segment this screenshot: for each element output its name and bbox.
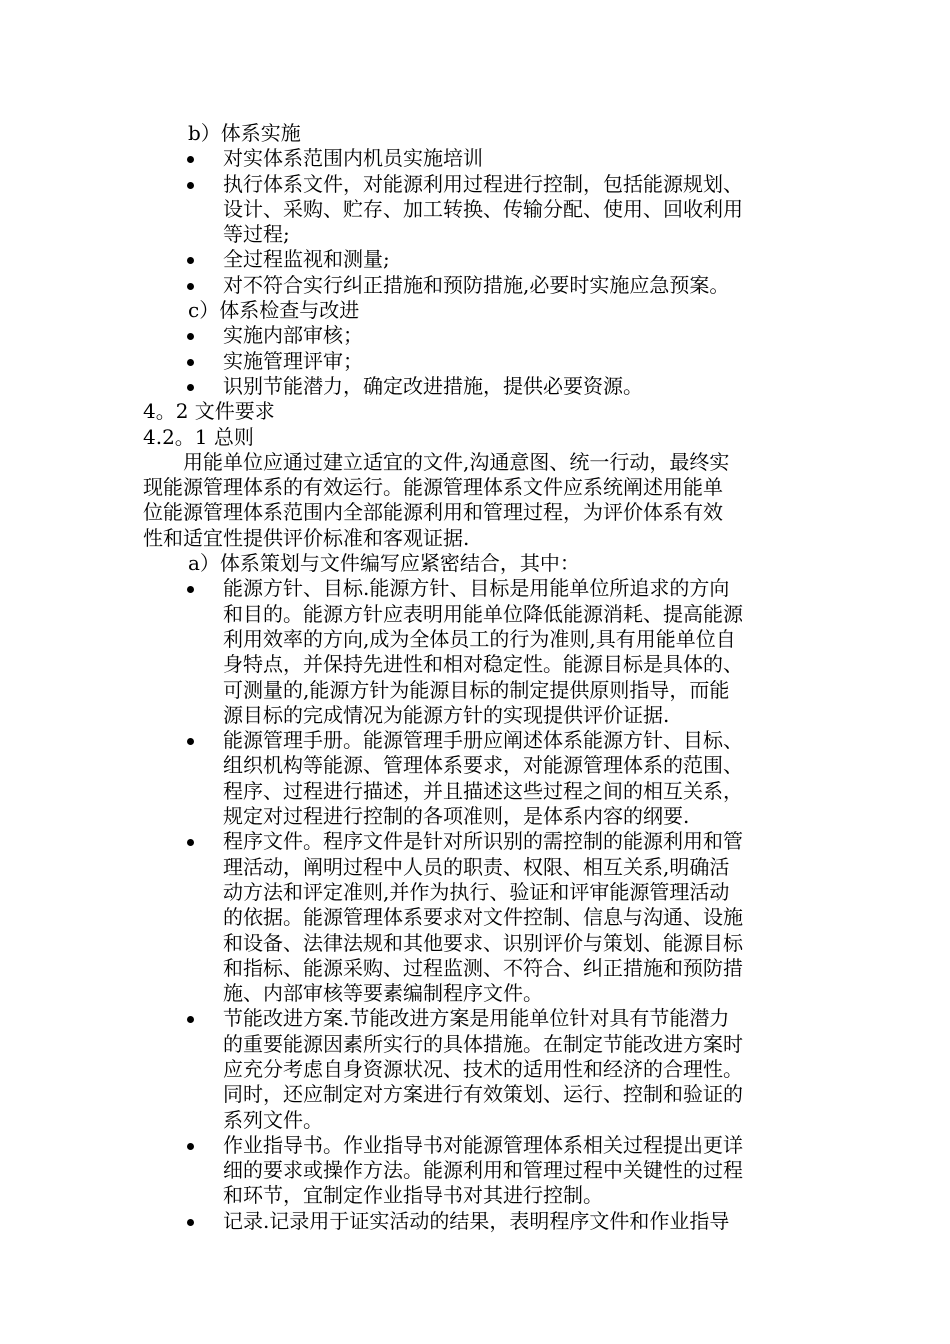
list-item-text: 对不符合实行纠正措施和预防措施,必要时实施应急预案。 (223, 272, 730, 297)
list-item-text: 等过程; (223, 222, 290, 247)
list-item-text: 源目标的完成情况为能源方针的实现提供评价证据. (223, 702, 670, 727)
bullet-icon (187, 839, 194, 846)
list-item-text: 对实体系范围内机员实施培训 (223, 146, 483, 171)
list-item (143, 728, 813, 829)
list-item-text: 能源方针、目标.能源方针、目标是用能单位所追求的方向 (223, 576, 730, 601)
bullet-icon (187, 586, 194, 593)
bullet-icon (187, 156, 194, 163)
bullet-icon (187, 738, 194, 745)
list-item-text: 识别节能潜力，确定改进措施，提供必要资源。 (223, 373, 643, 398)
list-item-text: 组织机构等能源、管理体系要求，对能源管理体系的范围、 (223, 753, 743, 778)
list-item (143, 1006, 813, 1132)
bullet-icon (187, 1219, 194, 1226)
list-item (143, 273, 813, 298)
paragraph-line: 现能源管理体系的有效运行。能源管理体系文件应系统阐述用能单 (143, 475, 723, 500)
list-item-text: 的依据。能源管理体系要求对文件控制、信息与沟通、设施 (223, 905, 743, 930)
list-item (143, 323, 813, 348)
list-item-text: 身特点，并保持先进性和相对稳定性。能源目标是具体的、 (223, 652, 743, 677)
list-item (143, 146, 813, 171)
list-item-text: 细的要求或操作方法。能源利用和管理过程中关键性的过程 (223, 1158, 743, 1183)
list-item (143, 349, 813, 374)
list-item-text: 理活动，阐明过程中人员的职责、权限、相互关系,明确活 (223, 854, 730, 879)
list-item-text: 节能改进方案.节能改进方案是用能单位针对具有节能潜力 (223, 1006, 730, 1031)
paragraph-line: 用能单位应通过建立适宜的文件,沟通意图、统一行动，最终实 (143, 449, 730, 474)
subsection-label: a）体系策划与文件编写应紧密结合，其中： (188, 551, 580, 576)
list-item-text: 系列文件。 (223, 1107, 323, 1132)
list-item-text: 程序、过程进行描述，并且描述这些过程之间的相互关系， (223, 778, 743, 803)
list-item (143, 172, 813, 248)
list-item-text: 实施内部审核； (223, 323, 363, 348)
list-item-text: 的重要能源因素所实行的具体措施。在制定节能改进方案时 (223, 1031, 743, 1056)
list-item-text: 程序文件。程序文件是针对所识别的需控制的能源利用和管 (223, 829, 743, 854)
bullet-icon (187, 257, 194, 264)
list-item-text: 施、内部审核等要素编制程序文件。 (223, 981, 543, 1006)
list-item-text: 规定对过程进行控制的各项准则，是体系内容的纲要. (223, 804, 690, 829)
section-heading: 4.2。1 总则 (143, 424, 254, 449)
list-item (143, 1209, 813, 1234)
list-item-text: 和环节，宜制定作业指导书对其进行控制。 (223, 1183, 603, 1208)
list-item-text: 同时，还应制定对方案进行有效策划、运行、控制和验证的 (223, 1082, 743, 1107)
document-body (143, 121, 813, 1234)
bullet-icon (187, 359, 194, 366)
list-item-text: 和目的。能源方针应表明用能单位降低能源消耗、提高能源 (223, 601, 743, 626)
section-heading: 4。2 文件要求 (143, 399, 275, 424)
list-item-text: 作业指导书。作业指导书对能源管理体系相关过程提出更详 (223, 1132, 743, 1157)
list-item-text: 能源管理手册。能源管理手册应阐述体系能源方针、目标、 (223, 728, 743, 753)
list-item-text: 动方法和评定准则,并作为执行、验证和评审能源管理活动 (223, 879, 730, 904)
list-item (143, 576, 813, 728)
paragraph-line: 性和适宜性提供评价标准和客观证据. (143, 525, 470, 550)
list-item-text: 和指标、能源采购、过程监测、不符合、纠正措施和预防措 (223, 955, 743, 980)
bullet-icon (187, 384, 194, 391)
list-item-text: 可测量的,能源方针为能源目标的制定提供原则指导，而能 (223, 677, 730, 702)
bullet-icon (187, 1143, 194, 1150)
list-item-text: 设计、采购、贮存、加工转换、传输分配、使用、回收利用 (223, 196, 743, 221)
list-item (143, 247, 813, 272)
subsection-label: c）体系检查与改进 (188, 298, 360, 323)
list-item-text: 和设备、法律法规和其他要求、识别评价与策划、能源目标 (223, 930, 743, 955)
bullet-icon (187, 333, 194, 340)
list-item (143, 1133, 813, 1209)
bullet-icon (187, 182, 194, 189)
list-item (143, 829, 813, 1006)
list-item-text: 利用效率的方向,成为全体员工的行为准则,具有用能单位自 (223, 626, 736, 651)
list-item (143, 374, 813, 399)
list-item-text: 执行体系文件，对能源利用过程进行控制，包括能源规划、 (223, 171, 743, 196)
bullet-icon (187, 1016, 194, 1023)
bullet-icon (187, 283, 194, 290)
paragraph-line: 位能源管理体系范围内全部能源利用和管理过程，为评价体系有效 (143, 500, 723, 525)
list-item-text: 全过程监视和测量; (223, 247, 390, 272)
list-item-text: 实施管理评审； (223, 348, 363, 373)
list-item-text: 记录.记录用于证实活动的结果，表明程序文件和作业指导 (223, 1208, 730, 1233)
subsection-label: b）体系实施 (188, 121, 301, 145)
list-item-text: 应充分考虑自身资源状况、技术的适用性和经济的合理性。 (223, 1056, 743, 1081)
